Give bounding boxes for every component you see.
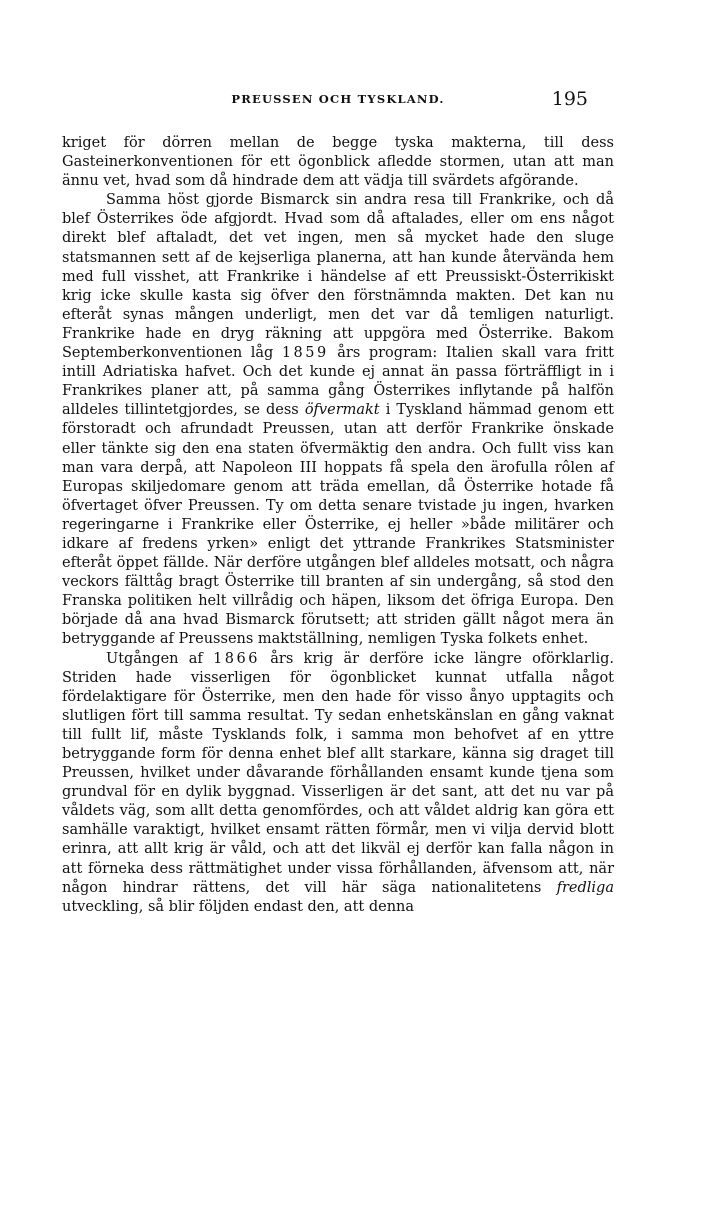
- paragraph-bismarck-france: [62, 191, 614, 649]
- paragraph-text: kriget för dörren mellan de begge tyska makterna, till dess Gasteinerkonventionen för ett ögonblick afledde stormen, utan att man ännu vet, hvad som då hindrade dem att vädja till svärdets afgörande.: [62, 135, 614, 190]
- paragraph-text: års krig är derföre icke längre oförklarlig. Striden hade visserligen för ögonblicket kunnat utfalla något fördelaktigare för Österrike, men den hade för visso ånyo upptagits och slutligen fört till samma resultat. Ty sedan enhetskänslan en gång vaknat till fullt lif, måste Tysklands folk, i samma mon behofvet af en yttre betryggande form för denna enhet blef allt starkare, känna sig draget till Preussen, hvilket under dåvarande förhållanden ensamt kunde tjena som grundval för en dylik byggnad. Visserligen är det sant, att det nu var på våldets väg, som allt detta genomfördes, och att våldet aldrig kan göra ett samhälle varaktigt, hvilket ensamt rätten förmår, men vi vilja dervid blott erinra, att allt krig är våld, och att det likväl ej derför kan falla någon in att förneka dess rättmätighet under vissa förhållanden, äfvensom att, när någon hindrar rättens, det vill här säga nationalitetens: [62, 650, 614, 896]
- running-title: PREUSSEN OCH TYSKLAND.: [231, 92, 445, 106]
- italic-term: öfvermakt: [304, 402, 380, 419]
- paragraph-text: i Tyskland hämmad genom ett förstoradt och afrundadt Preussen, utan att derför Frankrike önskade eller tänkte sig den ena staten öfvermäktig den andra. Och fullt viss kan man vara derpå, att Napoleon III hoppats få spela den ärofulla rôlen af Europas skiljedomare genom att träda emellan, då Österrike hotade få öfvertaget öfver Preussen. Ty om detta senare tvistade ju ingen, hvarken regeringarne i Frankrike eller Österrike, ej heller »både militärer och idkare af fredens yrken» enligt det yttrande Frankrikes Statsminister efteråt öppet fällde. När derföre utgången blef alldeles motsatt, och några veckors fälttåg bragt Österrike till branten af sin undergång, så stod den Franska politiken helt villrådig och häpen, liksom det öfriga Europa. Den började då ana hvad Bismarck förutsett; att striden gällt något mera än betryggande af Preussens maktställning, nemligen Tyska folkets enhet.: [62, 402, 614, 648]
- book-page: [62, 88, 614, 917]
- paragraph-text: års program: Italien skall vara fritt intill Adriatiska hafvet. Och det kunde ej annat än passa förträffligt in i Frankrikes planer att, på samma gång Österrikes inflytande på halfön alldeles tillintetgjordes, se dess: [62, 345, 614, 419]
- paragraph-text: Samma höst gjorde Bismarck sin andra resa till Frankrike, och då blef Österrikes öde afgjordt. Hvad som då aftalades, eller om ens något direkt blef aftaladt, det vet ingen, men så mycket hade den sluge statsmannen sett af de kejserliga planerna, att han kunde återvända hem med full visshet, att Frankrike i händelse af ett Preussiskt-Österrikiskt krig icke skulle kasta sig öfver den förstnämnda makten. Det kan nu efteråt synas mången underligt, men det var då temligen naturligt. Frankrike hade en dryg räkning att uppgöra med Österrike. Bakom Septemberkonventionen låg: [62, 192, 614, 362]
- paragraph-text: utveckling, så blir följden endast den, att denna: [62, 898, 415, 915]
- paragraph-war-1866: [62, 650, 614, 917]
- italic-term: fredliga: [556, 879, 614, 896]
- running-header: [62, 88, 614, 112]
- page-number: 195: [551, 88, 588, 110]
- year-emphasis: 1866: [213, 650, 260, 667]
- paragraph-text: Utgången af: [106, 650, 214, 667]
- year-emphasis: 1859: [281, 345, 329, 362]
- body-text: [62, 134, 614, 917]
- paragraph-continuation: [62, 134, 614, 191]
